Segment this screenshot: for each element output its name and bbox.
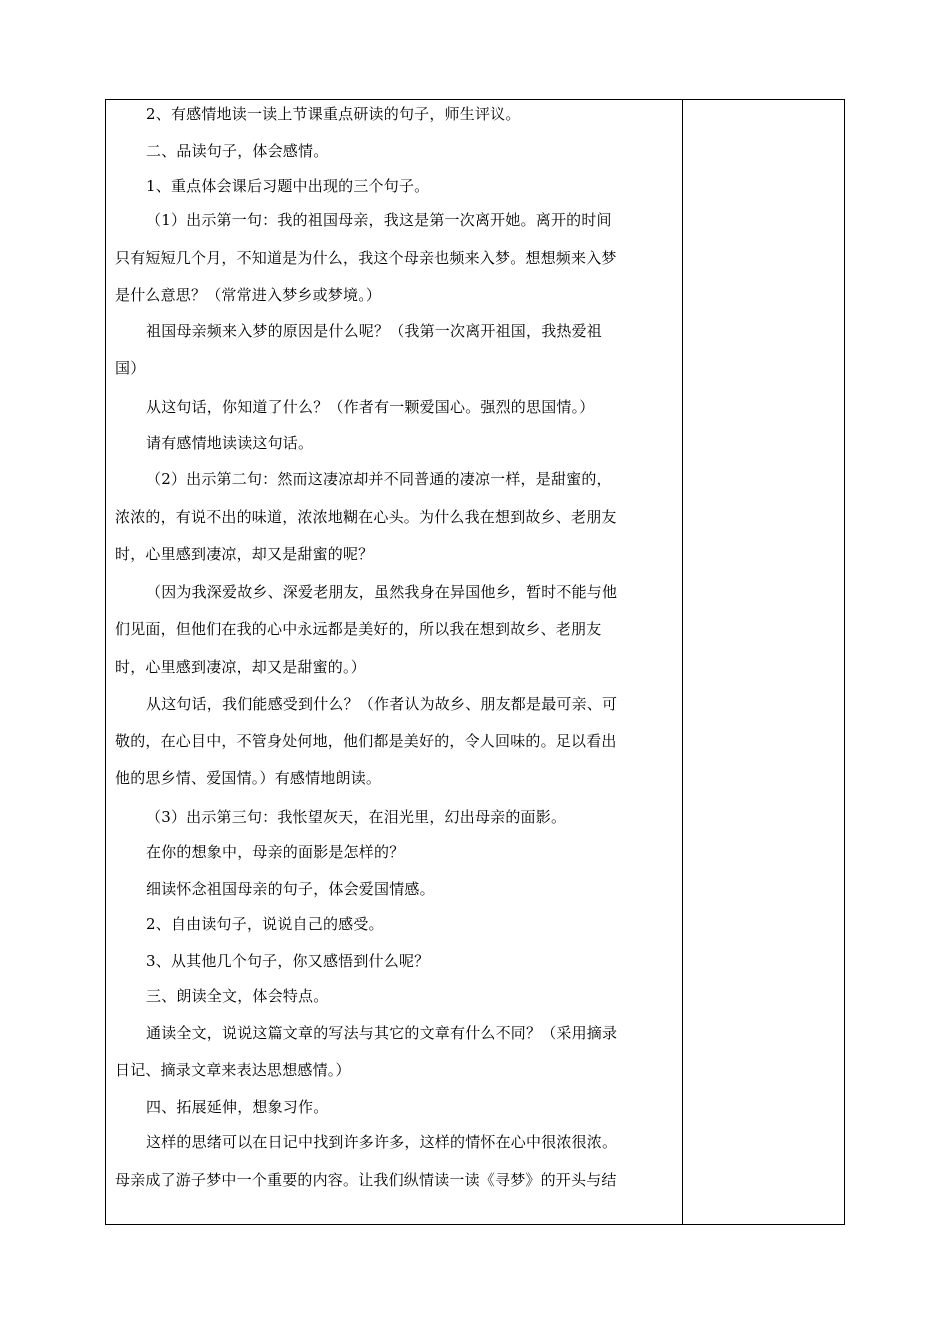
text-line: 敬的，在心目中，不管身处何地，他们都是美好的，令人回味的。足以看出 [115, 732, 617, 750]
lesson-table [105, 99, 845, 1225]
text-line: （因为我深爱故乡、深爱老朋友，虽然我身在异国他乡，暂时不能与他 [146, 583, 618, 601]
text-line: （2）出示第二句：然而这凄凉却并不同普通的凄凉一样，是甜蜜的， [146, 470, 612, 488]
text-line: 二、品读句子，体会感情。 [146, 142, 329, 160]
text-line: 请有感情地读读这句话。 [146, 434, 314, 452]
lesson-content-cell [106, 100, 682, 1224]
text-line: 只有短短几个月，不知道是为什么，我这个母亲也频来入梦。想想频来入梦 [115, 249, 617, 267]
text-line: 国） [115, 359, 146, 377]
text-line: 在你的想象中，母亲的面影是怎样的？ [146, 843, 405, 861]
text-line: 这样的思绪可以在日记中找到许多许多，这样的情怀在心中很浓很浓。 [146, 1133, 618, 1151]
text-line: 三、朗读全文，体会特点。 [146, 987, 329, 1005]
text-line: 他的思乡情、爱国情。）有感情地朗读。 [115, 769, 382, 787]
text-line: 母亲成了游子梦中一个重要的内容。让我们纵情读一读《寻梦》的开头与结 [115, 1171, 617, 1189]
text-line: 时，心里感到凄凉，却又是甜蜜的。） [115, 658, 366, 676]
text-line: 浓浓的，有说不出的味道，浓浓地糊在心头。为什么我在想到故乡、老朋友 [115, 508, 617, 526]
notes-cell [684, 100, 844, 1224]
text-line: 时，心里感到凄凉，却又是甜蜜的呢？ [115, 545, 374, 563]
text-line: 们见面，但他们在我的心中永远都是美好的，所以我在想到故乡、老朋友 [115, 620, 602, 638]
text-line: （3）出示第三句：我怅望灰天，在泪光里，幻出母亲的面影。 [146, 808, 567, 826]
text-line: 细读怀念祖国母亲的句子，体会爱国情感。 [146, 880, 435, 898]
text-line: 1、重点体会课后习题中出现的三个句子。 [146, 177, 430, 195]
text-line: 3、从其他几个句子，你又感悟到什么呢？ [146, 952, 430, 970]
text-line: 是什么意思？（常常进入梦乡或梦境。） [115, 286, 382, 304]
text-line: 从这句话，你知道了什么？（作者有一颗爱国心。强烈的思国情。） [146, 398, 595, 416]
text-line: 四、拓展延伸，想象习作。 [146, 1098, 329, 1116]
text-line: 从这句话，我们能感受到什么？（作者认为故乡、朋友都是最可亲、可 [146, 695, 618, 713]
text-line: 2、自由读句子，说说自己的感受。 [146, 915, 384, 933]
text-line: （1）出示第一句：我的祖国母亲，我这是第一次离开她。离开的时间 [146, 211, 612, 229]
text-line: 祖国母亲频来入梦的原因是什么呢？（我第一次离开祖国，我热爱祖 [146, 322, 603, 340]
text-line: 日记、摘录文章来表达思想感情。） [115, 1061, 351, 1079]
column-divider [682, 100, 683, 1224]
text-line: 2、有感情地读一读上节课重点研读的句子，师生评议。 [146, 105, 521, 123]
text-line: 通读全文，说说这篇文章的写法与其它的文章有什么不同？（采用摘录 [146, 1024, 618, 1042]
